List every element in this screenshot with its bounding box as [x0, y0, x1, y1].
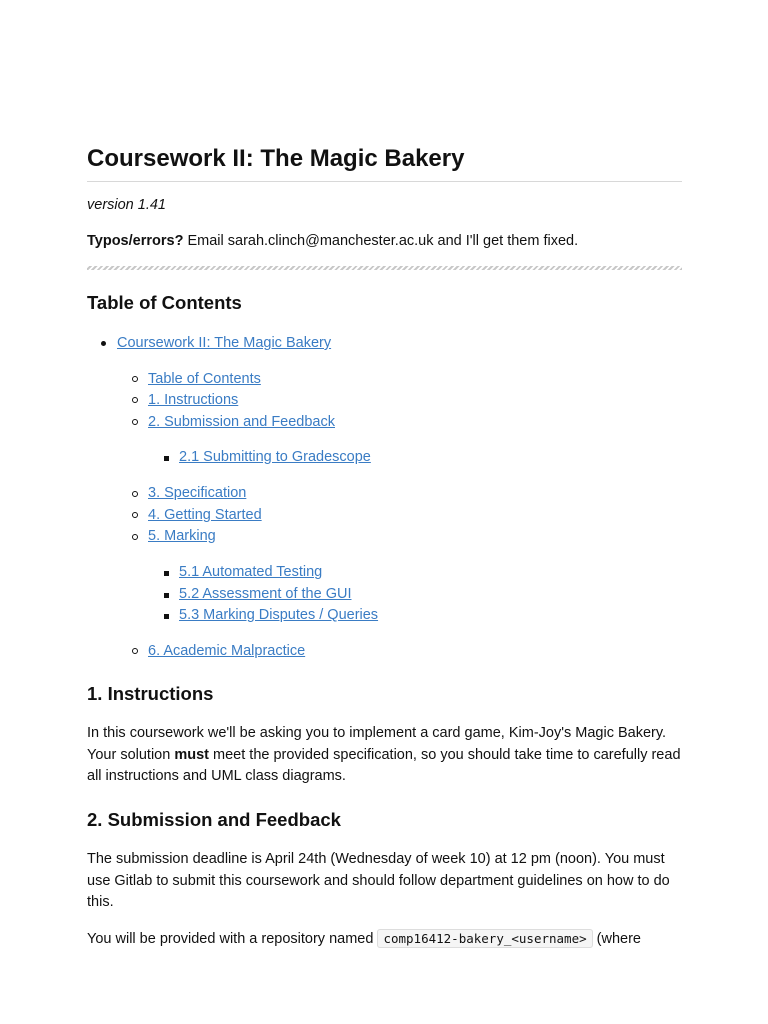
submission-text-line-3: this.	[87, 894, 114, 910]
toc-link-marking-disputes[interactable]: 5.3 Marking Disputes / Queries	[179, 607, 379, 623]
toc-link-gradescope[interactable]: 2.1 Submitting to Gradescope	[179, 449, 371, 465]
toc-link-instructions[interactable]: 1. Instructions	[148, 392, 239, 408]
typos-note	[87, 232, 578, 250]
instructions-heading: 1. Instructions	[87, 683, 214, 704]
version-label: version 1.41	[87, 197, 166, 213]
submission-text-line-1: The submission deadline is April 24th (Wednesday of week 10) at 12 pm (noon). You must	[87, 851, 665, 867]
instructions-paragraph	[87, 723, 682, 788]
square-bullet-icon	[164, 614, 169, 619]
toc-link-gui-assessment[interactable]: 5.2 Assessment of the GUI	[179, 586, 352, 602]
circle-bullet-icon	[132, 534, 138, 540]
typos-text: Email sarah.clinch@manchester.ac.uk and I'll get them fixed.	[183, 233, 579, 249]
square-bullet-icon	[164, 456, 169, 461]
circle-bullet-icon	[132, 648, 138, 654]
circle-bullet-icon	[132, 512, 138, 518]
toc-link-marking[interactable]: 5. Marking	[148, 528, 216, 544]
instructions-emphasis-must: must	[174, 746, 209, 763]
instructions-text-line-2a: Your solution	[87, 746, 175, 763]
toc-link-title[interactable]: Coursework II: The Magic Bakery	[117, 335, 332, 351]
submission-repo-text: You will be provided with a repository named	[87, 931, 378, 947]
submission-repo-text-end: (where	[592, 931, 641, 947]
submission-text-line-2: use Gitlab to submit this coursework and should follow department guidelines on how to do	[87, 872, 670, 889]
square-bullet-icon	[164, 571, 169, 576]
toc-link-academic-malpractice[interactable]: 6. Academic Malpractice	[148, 643, 306, 659]
toc-link-table-of-contents[interactable]: Table of Contents	[148, 371, 261, 387]
toc-link-getting-started[interactable]: 4. Getting Started	[148, 507, 262, 523]
submission-paragraph-2	[87, 928, 682, 951]
toc-link-automated-testing[interactable]: 5.1 Automated Testing	[179, 564, 323, 580]
typos-label: Typos/errors?	[87, 233, 184, 249]
circle-bullet-icon	[132, 491, 138, 497]
instructions-text-line-2b: meet the provided specification, so you should take time to carefully read	[209, 746, 681, 763]
disc-bullet-icon	[101, 341, 106, 346]
instructions-text-line-1: In this coursework we'll be asking you to implement a card game, Kim-Joy's Magic Bakery.	[87, 725, 667, 741]
page-title: Coursework II: The Magic Bakery	[87, 145, 682, 182]
square-bullet-icon	[164, 593, 169, 598]
toc-heading: Table of Contents	[87, 292, 242, 313]
circle-bullet-icon	[132, 397, 138, 403]
circle-bullet-icon	[132, 376, 138, 382]
instructions-text-line-3: all instructions and UML class diagrams.	[87, 768, 346, 784]
repository-name-code: comp16412-bakery_<username>	[377, 929, 592, 948]
submission-paragraph-1	[87, 849, 682, 914]
toc-link-submission[interactable]: 2. Submission and Feedback	[148, 414, 335, 430]
section-divider	[87, 266, 682, 270]
circle-bullet-icon	[132, 419, 138, 425]
submission-heading: 2. Submission and Feedback	[87, 809, 341, 830]
toc-link-specification[interactable]: 3. Specification	[148, 485, 247, 501]
